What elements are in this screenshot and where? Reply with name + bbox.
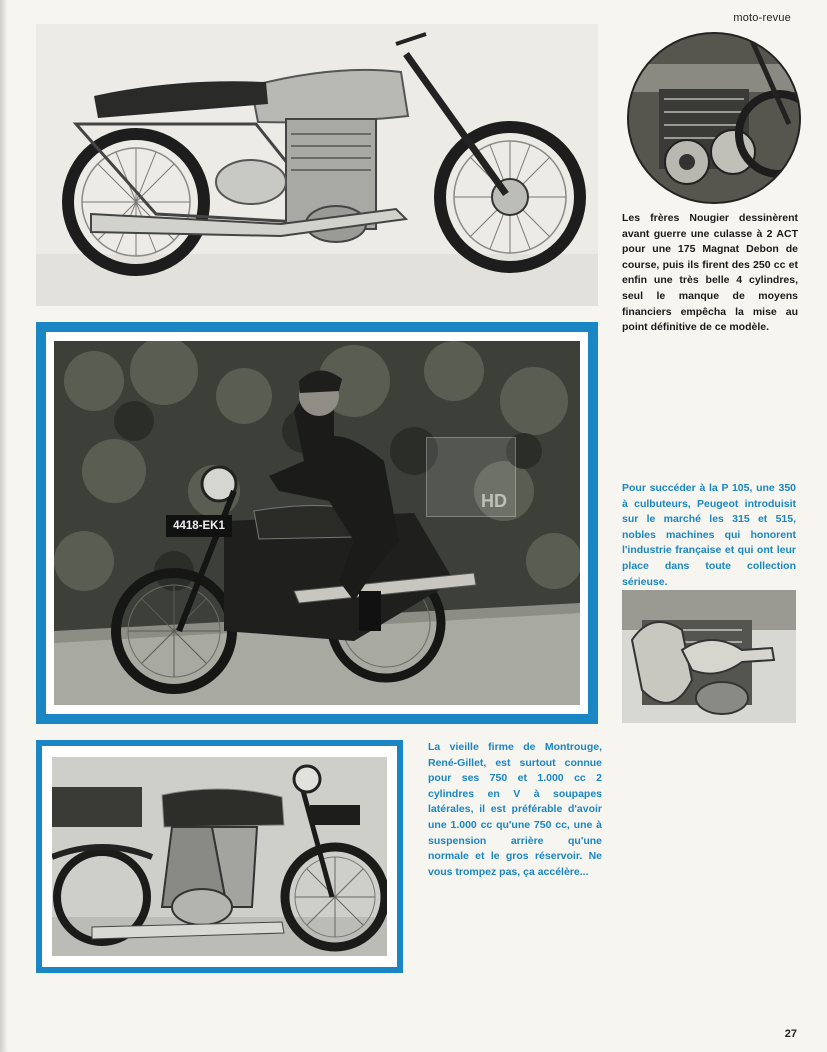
caption-nougier: Les frères Nougier dessinèrent avant guerre une culasse à 2 ACT pour une 175 Magnat Debon de course, puis ils firent des 250 cc et enfin une très belle 4 cylindres, seul le manque de moyens financiers empêcha la mise au point définitive de ce modèle. (622, 212, 798, 334)
rene-gillet-photo-frame (36, 740, 403, 973)
photo-mat (42, 746, 397, 967)
magazine-header: moto-revue (733, 12, 791, 24)
page-edge (0, 0, 8, 1052)
peugeot-photo-frame (36, 322, 598, 724)
rider-motorcycle-photo (54, 341, 580, 705)
watermark-text: HD (481, 491, 507, 511)
page-number: 27 (784, 1028, 797, 1040)
caption-peugeot: Pour succéder à la P 105, une 350 à culbuteurs, Peugeot introduisit sur le marché les 315 et 515, nobles machines qui honorent l'industrie française et qui ont leur place dans toute collection sérieuse. (622, 482, 796, 588)
vtwin-motorcycle-photo (52, 757, 387, 956)
racing-motorcycle-photo (36, 24, 598, 306)
engine-closeup-photo (627, 32, 801, 204)
caption-rene-gillet: La vieille firme de Montrouge, René-Gillet, est surtout connue pour ses 750 et 1.000 cc 2 cylindres en V à soupapes latérales, il est préférable d'avoir une 1.000 cc qu'une 750 cc, une à suspension arrière qu'une normale et le gros réservoir. Ne vous trompez pas, ça accélère... (428, 741, 602, 878)
watermark (426, 437, 516, 517)
license-plate: 4418-EK1 (173, 520, 225, 532)
exhaust-closeup-photo (622, 590, 796, 723)
photo-mat (46, 332, 588, 714)
